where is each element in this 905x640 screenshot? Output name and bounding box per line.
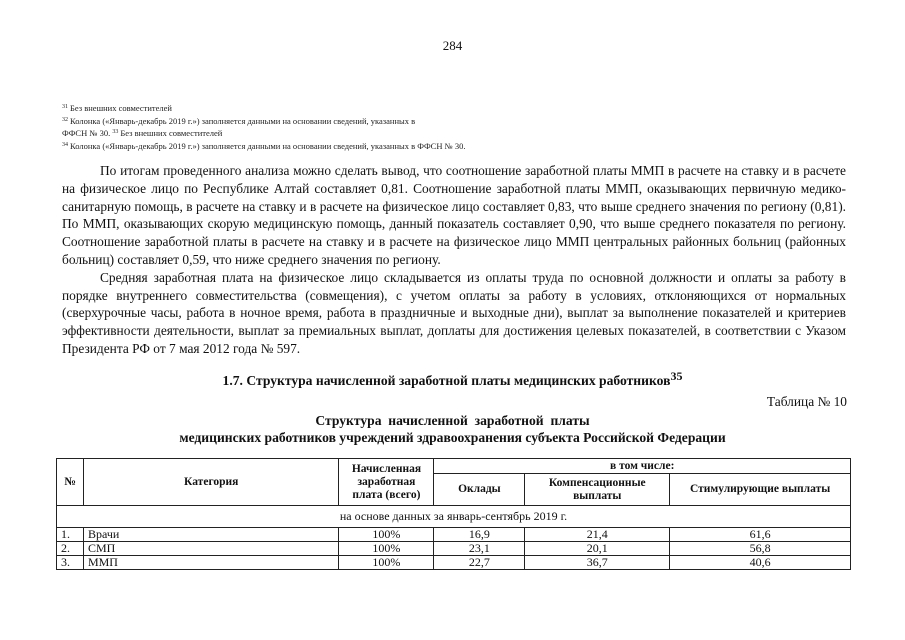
row-incentive: 61,6 xyxy=(670,528,851,542)
footnote-text: ФФСН № 30. xyxy=(62,128,111,138)
table-title-line: Структура начисленной заработной платы xyxy=(315,413,590,428)
table-title xyxy=(0,412,905,446)
header-number: № xyxy=(57,459,84,506)
row-incentive: 40,6 xyxy=(670,556,851,570)
salary-structure-table xyxy=(56,458,851,570)
section-heading-text: 1.7. Структура начисленной заработной платы медицинских работников xyxy=(222,373,671,388)
table-number: Таблица № 10 xyxy=(766,394,847,409)
footnote-text: Колонка («Январь-декабрь 2019 г.») заполняется данными на основании сведений, указанных в ФФСН № 30. xyxy=(70,140,466,151)
row-total: 100% xyxy=(339,556,434,570)
table-row xyxy=(57,542,851,556)
footnote-text: Без внешних совместителей xyxy=(70,103,172,113)
footnote-number: 33 xyxy=(112,129,119,135)
row-category: СМП xyxy=(83,542,338,556)
row-incentive: 56,8 xyxy=(670,542,851,556)
row-category: ММП xyxy=(83,556,338,570)
header-compensation: Компенсационные выплаты xyxy=(525,474,670,506)
footnote-number: 31 xyxy=(62,104,68,110)
period-row: на основе данных за январь-сентябрь 2019 г. xyxy=(57,506,851,528)
row-number: 3. xyxy=(57,556,84,570)
row-category: Врачи xyxy=(83,528,338,542)
section-heading xyxy=(0,369,905,389)
row-total: 100% xyxy=(339,542,434,556)
footnote xyxy=(62,140,465,153)
header-including: в том числе: xyxy=(434,459,851,474)
row-compensation: 20,1 xyxy=(525,542,670,556)
paragraph: По итогам проведенного анализа можно сделать вывод, что соотношение заработной платы ММП в расчете на ставку и в расчете на физическое лицо по Республике Алтай составляет 0,81. Соотношение заработной платы ММП, оказывающих первичную медико-санитарную помощь, в расчете на ставку и в расчете на физическое лицо составляет 0,83, что выше среднего значения по региону (0,81). По ММП, оказывающих скорую медицинскую помощь, данный показатель составляет 0,90, что выше среднего показателя по региону. Соотношение заработной платы в расчете на ставку и в расчете на физическое лицо ММП центральных районных больниц (районных больниц) составляет 0,59, что ниже среднего значения по региону. xyxy=(62,163,846,267)
table-title-line: медицинских работников учреждений здравоохранения субъекта Российской Федерации xyxy=(179,430,726,445)
row-salaries: 23,1 xyxy=(434,542,525,556)
footnote-number: 32 xyxy=(62,116,68,123)
header-incentive: Стимулирующие выплаты xyxy=(670,474,851,506)
header-salaries: Оклады xyxy=(434,474,525,506)
page-number: 284 xyxy=(442,38,463,53)
body-text xyxy=(62,162,846,358)
header-total: Начисленная заработная плата (всего) xyxy=(339,459,434,506)
table-row xyxy=(57,556,851,570)
footnote xyxy=(62,127,465,140)
section-heading-footnote-ref: 35 xyxy=(670,369,683,383)
row-number: 1. xyxy=(57,528,84,542)
footnote-number: 34 xyxy=(62,141,68,148)
row-salaries: 22,7 xyxy=(434,556,525,570)
row-salaries: 16,9 xyxy=(434,528,525,542)
table-row xyxy=(57,528,851,542)
footnote-text: Без внешних совместителей xyxy=(120,128,223,138)
header-category: Категория xyxy=(83,459,338,506)
footnote xyxy=(62,102,465,115)
row-number: 2. xyxy=(57,542,84,556)
paragraph: Средняя заработная плата на физическое лицо складывается из оплаты труда по основной должности и оплаты за работу в порядке внутреннего совместительства (совмещения), с учетом оплаты за работу в условиях, отклоняющихся от нормальных (сверхурочные часы, работа в ночное время, работа в праздничные и выходные дни), выплат за выполнение показателей и критериев эффективности деятельности, выплат за премиальных выплат, доплаты для достижения целевых показателей, в соответствии с Указом Президента РФ от 7 мая 2012 года № 597. xyxy=(62,269,846,356)
row-compensation: 36,7 xyxy=(525,556,670,570)
row-compensation: 21,4 xyxy=(525,528,670,542)
row-total: 100% xyxy=(339,528,434,542)
footnotes xyxy=(62,102,465,152)
footnote xyxy=(62,115,465,128)
footnote-text: Колонка («Январь-декабрь 2019 г.») заполняется данными на основании сведений, указанных в xyxy=(70,115,416,126)
